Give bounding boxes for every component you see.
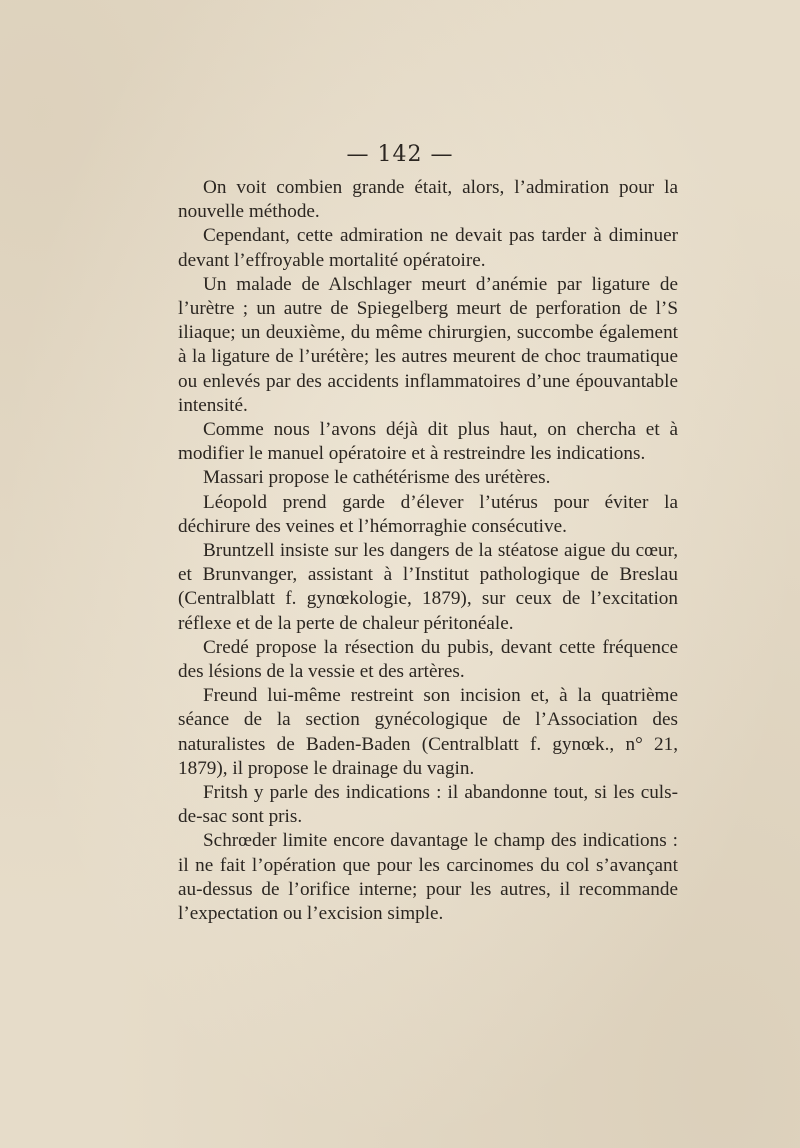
paragraph: Léopold prend garde d’élever l’utérus pour éviter la déchirure des veines et l’hémorraghie consécutive. bbox=[178, 491, 678, 537]
paragraph: Schrœder limite encore davantage le champ des indications : il ne fait l’opération que pour les carcinomes du col s’avançant au-dessus de l’orifice interne; pour les autres, il recommande l’expectation ou l’excision simple. bbox=[178, 830, 678, 925]
paragraph: Fritsh y parle des indications : il abandonne tout, si les culs-de-sac sont pris. bbox=[178, 782, 678, 828]
paragraph: Credé propose la résection du pubis, devant cette fréquence des lésions de la vessie et des artères. bbox=[178, 636, 678, 683]
paragraph: Bruntzell insiste sur les dangers de la stéatose aigue du cœur, et Brunvanger, assistant à l’Institut pathologique de Breslau (Centralblatt f. gynœkologie, 1879), sur ceux de l’excitation réflexe et de la perte de chaleur péritonéale. bbox=[178, 540, 678, 634]
paragraph: Un malade de Alschlager meurt d’anémie par ligature de l’urètre ; un autre de Spiegelberg meurt de perforation de l’S iliaque; un deuxième, du même chirurgien, succombe également à la ligature de l’urétère; les autres meurent de choc traumatique ou enlevés par des accidents inflammatoires d’une épouvantable intensité. bbox=[178, 273, 678, 416]
paragraph: Massari propose le cathétérisme des urétères. bbox=[203, 467, 551, 489]
paragraph: Freund lui-même restreint son incision et, à la quatrième séance de la section gynécologique de l’Association des naturalistes de Baden-Baden (Centralblatt f. gynœk., n° 21, 1879), il propose le drainage du vagin. bbox=[178, 685, 678, 779]
paragraph: On voit combien grande était, alors, l’admiration pour la nouvelle méthode. bbox=[178, 177, 678, 223]
paragraph: Cependant, cette admiration ne devait pas tarder à diminuer devant l’effroyable mortalité opératoire. bbox=[178, 225, 678, 271]
page-number: — 142 — bbox=[346, 142, 454, 167]
body-text bbox=[178, 176, 678, 926]
paragraph: Comme nous l’avons déjà dit plus haut, on chercha et à modifier le manuel opératoire et à restreindre les indications. bbox=[178, 419, 678, 465]
